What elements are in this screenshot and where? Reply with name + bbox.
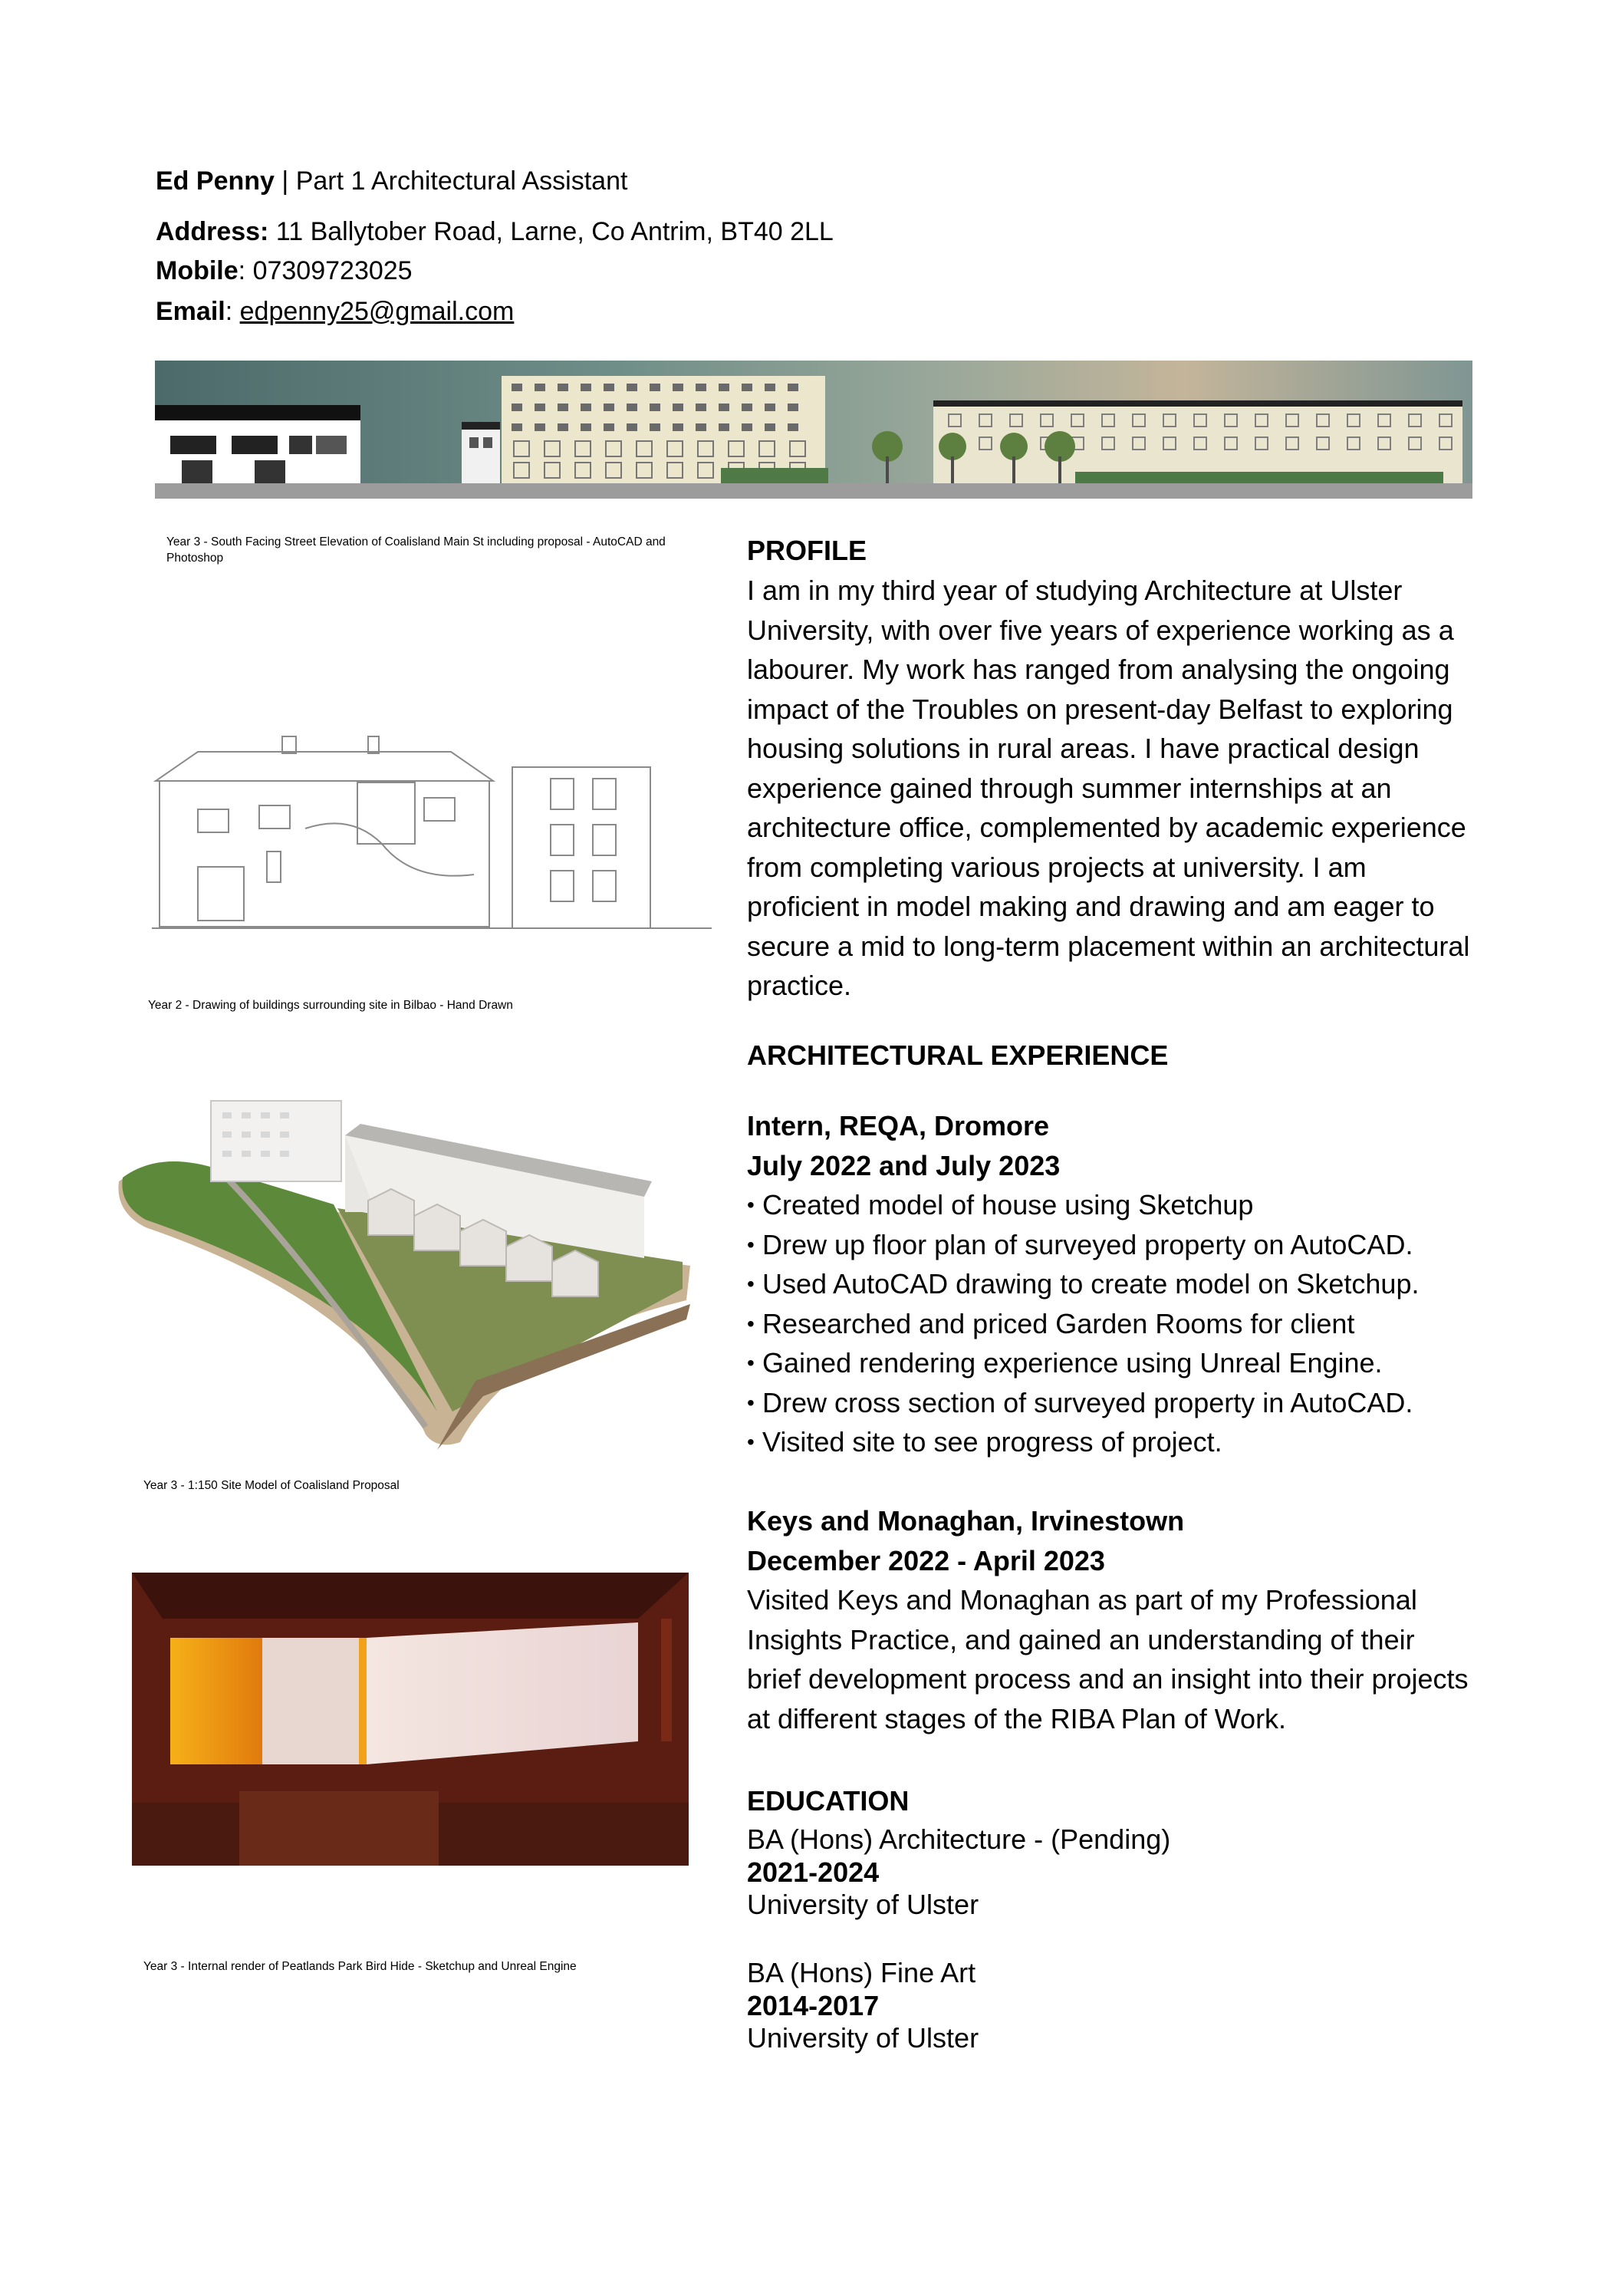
list-item: • Created model of house using Sketchup — [747, 1185, 1476, 1225]
site-model-image — [115, 1089, 698, 1450]
list-item: • Drew up floor plan of surveyed property on AutoCAD. — [747, 1225, 1476, 1265]
education-item-architecture — [747, 1823, 1170, 1922]
street-elevation-image — [155, 361, 1472, 499]
address-line — [156, 212, 834, 252]
job-reqa-role: Intern, REQA, Dromore — [747, 1110, 1050, 1141]
education-item-fine-art — [747, 1957, 979, 2055]
education-title: EDUCATION — [747, 1785, 910, 1817]
education-years: 2014-2017 — [747, 1989, 880, 2021]
address-label: Address: — [156, 217, 269, 246]
list-item: • Drew cross section of surveyed property in AutoCAD. — [747, 1383, 1476, 1423]
list-item: • Used AutoCAD drawing to create model on Sketchup. — [747, 1264, 1476, 1304]
job-reqa-dates: July 2022 and July 2023 — [747, 1149, 1061, 1181]
caption-elevation: Year 3 - South Facing Street Elevation of Coalisland Main St including proposal - AutoCAD and Photoshop — [166, 535, 666, 565]
list-item: • Visited site to see progress of project. — [747, 1422, 1476, 1462]
bilbao-drawing-image — [152, 721, 712, 936]
education-course: BA (Hons) Architecture - (Pending) — [747, 1823, 1171, 1855]
profile-title: PROFILE — [747, 535, 867, 566]
caption-render: Year 3 - Internal render of Peatlands Park Bird Hide - Sketchup and Unreal Engine — [143, 1960, 577, 1973]
experience-title: ARCHITECTURAL EXPERIENCE — [747, 1039, 1169, 1071]
candidate-role: Part 1 Architectural Assistant — [295, 166, 628, 196]
profile-text: I am in my third year of studying Architecture at Ulster University, with over five years of experience working as a labourer. My work has ranged from analysing the ongoing impact of the Troubles on present-day Belfast to exploring housing solutions in rural areas. I have practical design experience gained through summer internships at an architecture office, complemented by academic experience from completing various projects at university. I am proficient in model making and drawing and am eager to secure a mid to long-term placement within an architectural practice. — [747, 575, 1470, 1001]
mobile-line: Mobile: 07309723025 — [156, 256, 413, 285]
job-reqa — [747, 1106, 1476, 1462]
caption-drawing: Year 2 - Drawing of buildings surrounding site in Bilbao - Hand Drawn — [148, 999, 513, 1012]
education-institution: University of Ulster — [747, 1889, 979, 1920]
email-line: Email: edpenny25@gmail.com — [156, 297, 515, 326]
email-link[interactable]: edpenny25@gmail.com — [239, 297, 515, 326]
mobile-label: Mobile — [156, 256, 239, 285]
education-years: 2021-2024 — [747, 1856, 880, 1888]
mobile-value: 07309723025 — [252, 256, 413, 285]
education-institution: University of Ulster — [747, 2022, 979, 2054]
list-item: • Researched and priced Garden Rooms for client — [747, 1304, 1476, 1344]
job-km-dates: December 2022 - April 2023 — [747, 1544, 1105, 1576]
job-km-role: Keys and Monaghan, Irvinestown — [747, 1505, 1185, 1537]
address-value: 11 Ballytober Road, Larne, Co Antrim, BT40 2LL — [275, 217, 834, 246]
job-km-text: Visited Keys and Monaghan as part of my Professional Insights Practice, and gained an understanding of their brief development process and an insight into their projects at different stages of the RIBA Plan of Work. — [747, 1584, 1469, 1734]
email-label: Email — [156, 297, 225, 326]
list-item: • Gained rendering experience using Unreal Engine. — [747, 1343, 1476, 1383]
job-keys-monaghan — [747, 1501, 1476, 1738]
caption-model: Year 3 - 1:150 Site Model of Coalisland Proposal — [143, 1479, 400, 1492]
name-line — [156, 161, 627, 201]
education-course: BA (Hons) Fine Art — [747, 1957, 976, 1988]
candidate-name: Ed Penny — [156, 166, 275, 196]
name-separator: | — [281, 166, 289, 196]
bird-hide-render-image — [132, 1573, 689, 1866]
job-reqa-bullets — [747, 1185, 1476, 1462]
